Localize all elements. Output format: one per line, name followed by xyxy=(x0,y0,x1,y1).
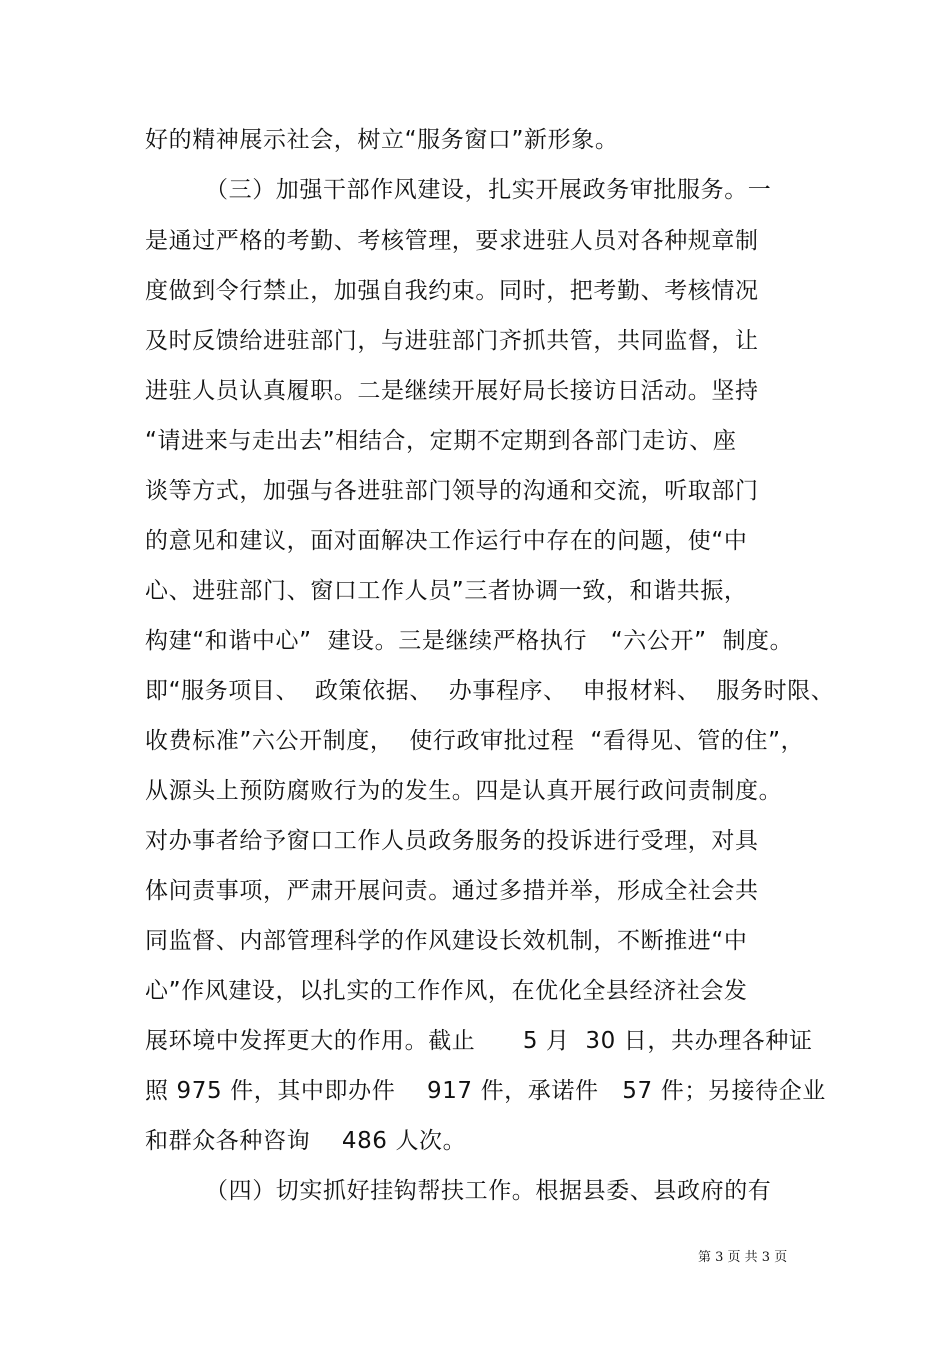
text-line: 照 975 件，其中即办件 917 件，承诺件 57 件；另接待企业 xyxy=(145,1078,826,1104)
page-number-footer: 第 3 页 共 3 页 xyxy=(698,1250,788,1265)
text-line: 谈等方式，加强与各进驻部门领导的沟通和交流，听取部门 xyxy=(145,478,759,504)
text-line: 进驻人员认真履职。二是继续开展好局长接访日活动。坚持 xyxy=(145,378,759,404)
text-line: 构建“和谐中心” 建设。三是继续严格执行 “六公开” 制度。 xyxy=(145,628,794,654)
text-line: 对办事者给予窗口工作人员政务服务的投诉进行受理，对具 xyxy=(145,828,759,854)
text-line: 收费标准”六公开制度， 使行政审批过程 “看得见、管的住”， xyxy=(145,728,805,754)
paragraph-heading-line: （四）切实抓好挂钩帮扶工作。根据县委、县政府的有 xyxy=(205,1178,772,1204)
text-line: 是通过严格的考勤、考核管理，要求进驻人员对各种规章制 xyxy=(145,228,759,254)
text-line: 同监督、内部管理科学的作风建设长效机制，不断推进“中 xyxy=(145,928,748,954)
paragraph-heading-line: （三）加强干部作风建设，扎实开展政务审批服务。一 xyxy=(205,177,772,203)
text-line: 体问责事项，严肃开展问责。通过多措并举，形成全社会共 xyxy=(145,878,759,904)
text-line: 好的精神展示社会，树立“服务窗口”新形象。 xyxy=(145,127,619,153)
text-line: 的意见和建议，面对面解决工作运行中存在的问题，使“中 xyxy=(145,528,748,554)
text-line: 心”作风建设，以扎实的工作作风，在优化全县经济社会发 xyxy=(145,978,748,1004)
text-line: “请进来与走出去”相结合，定期不定期到各部门走访、座 xyxy=(145,428,737,454)
text-line: 度做到令行禁止，加强自我约束。同时，把考勤、考核情况 xyxy=(145,278,759,304)
text-line: 和群众各种咨询 486 人次。 xyxy=(145,1128,467,1154)
text-line: 展环境中发挥更大的作用。截止 5 月 30 日，共办理各种证 xyxy=(145,1028,813,1054)
text-line: 即“服务项目、 政策依据、 办事程序、 申报材料、 服务时限、 xyxy=(145,678,835,704)
text-line: 从源头上预防腐败行为的发生。四是认真开展行政问责制度。 xyxy=(145,778,783,804)
text-line: 及时反馈给进驻部门，与进驻部门齐抓共管，共同监督，让 xyxy=(145,328,759,354)
text-line: 心、进驻部门、窗口工作人员”三者协调一致，和谐共振， xyxy=(145,578,748,604)
